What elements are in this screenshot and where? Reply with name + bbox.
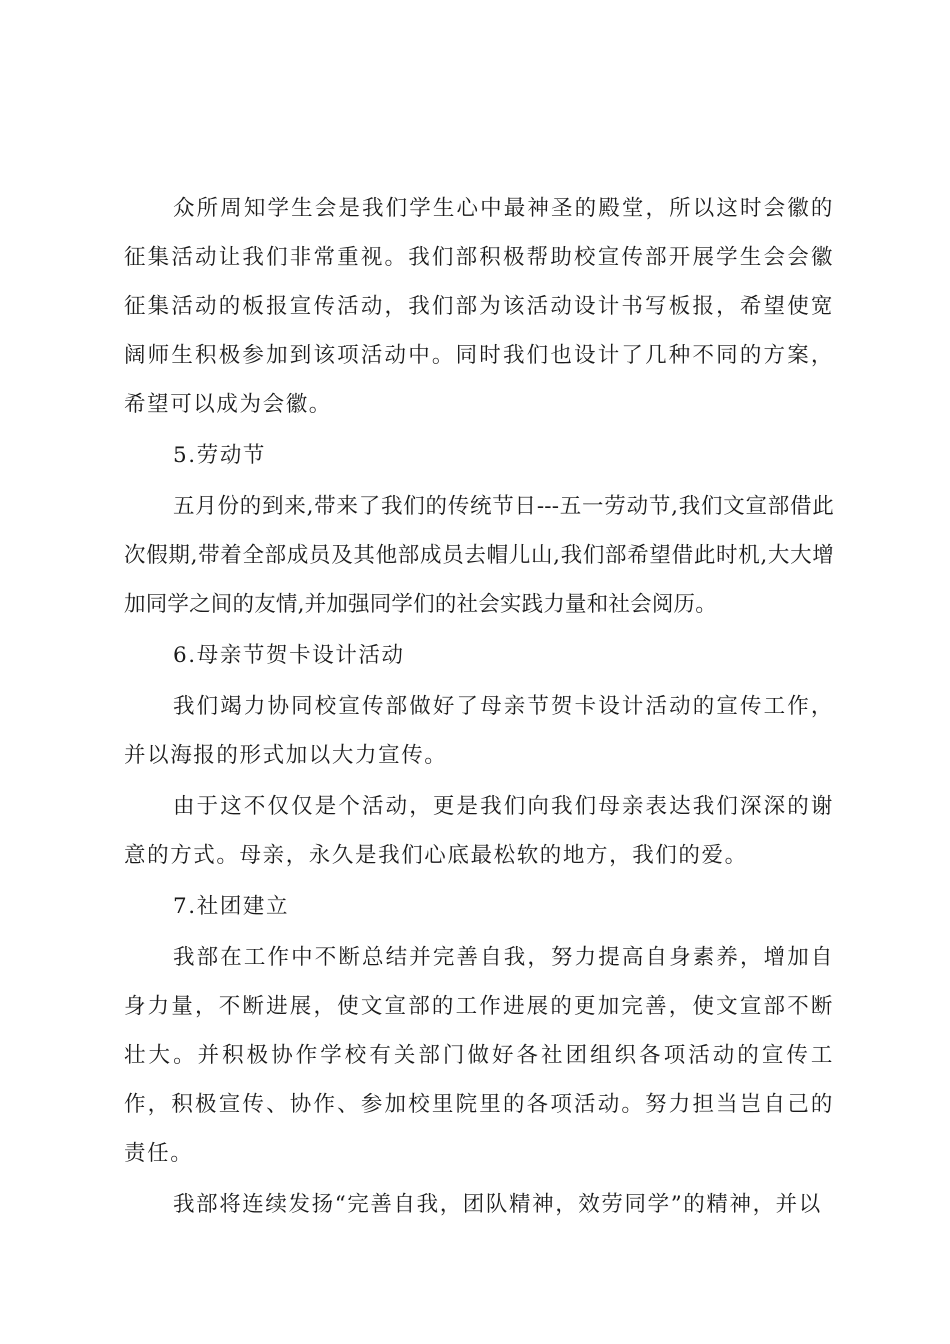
paragraph-club-founding: 我部在工作中不断总结并完善自我，努力提高自身素养，增加自身力量，不断进展，使文宣部的工作进展的更加完善，使文宣部不断壮大。并积极协作学校有关部门做好各社团组织各项活动的宣传工作，积极宣传、协作、参加校里院里的各项活动。努力担当岂自己的责任。 <box>124 945 834 1166</box>
paragraph-department-spirit: 我部将连续发扬“完善自我，团队精神，效劳同学”的精神，并以 <box>173 1192 822 1217</box>
heading-labor-day: 5.劳动节 <box>173 443 267 468</box>
paragraph-mothers-day-publicity: 我们竭力协同校宣传部做好了母亲节贺卡设计活动的宣传工作，并以海报的形式加以大力宣传。 <box>124 694 834 768</box>
paragraph-mothers-day-meaning: 由于这不仅仅是个活动，更是我们向我们母亲表达我们深深的谢意的方式。母亲，永久是我们心底最松软的地方，我们的爱。 <box>124 794 834 868</box>
heading-mothers-day-card: 6.母亲节贺卡设计活动 <box>173 643 405 668</box>
document-body <box>124 184 834 1229</box>
paragraph-emblem-contest: 众所周知学生会是我们学生心中最神圣的殿堂，所以这时会徽的征集活动让我们非常重视。我们部积极帮助校宣传部开展学生会会徽征集活动的板报宣传活动，我们部为该活动设计书写板报，希望使宽阔师生积极参加到该项活动中。同时我们也设计了几种不同的方案，希望可以成为会徽。 <box>124 196 834 417</box>
paragraph-labor-day: 五月份的到来,带来了我们的传统节日---五一劳动节,我们文宣部借此次假期,带着全部成员及其他部成员去帽儿山,我们部希望借此时机,大大增加同学之间的友情,并加强同学们的社会实践力量和社会阅历。 <box>124 494 834 617</box>
heading-club-founding: 7.社团建立 <box>173 894 290 919</box>
